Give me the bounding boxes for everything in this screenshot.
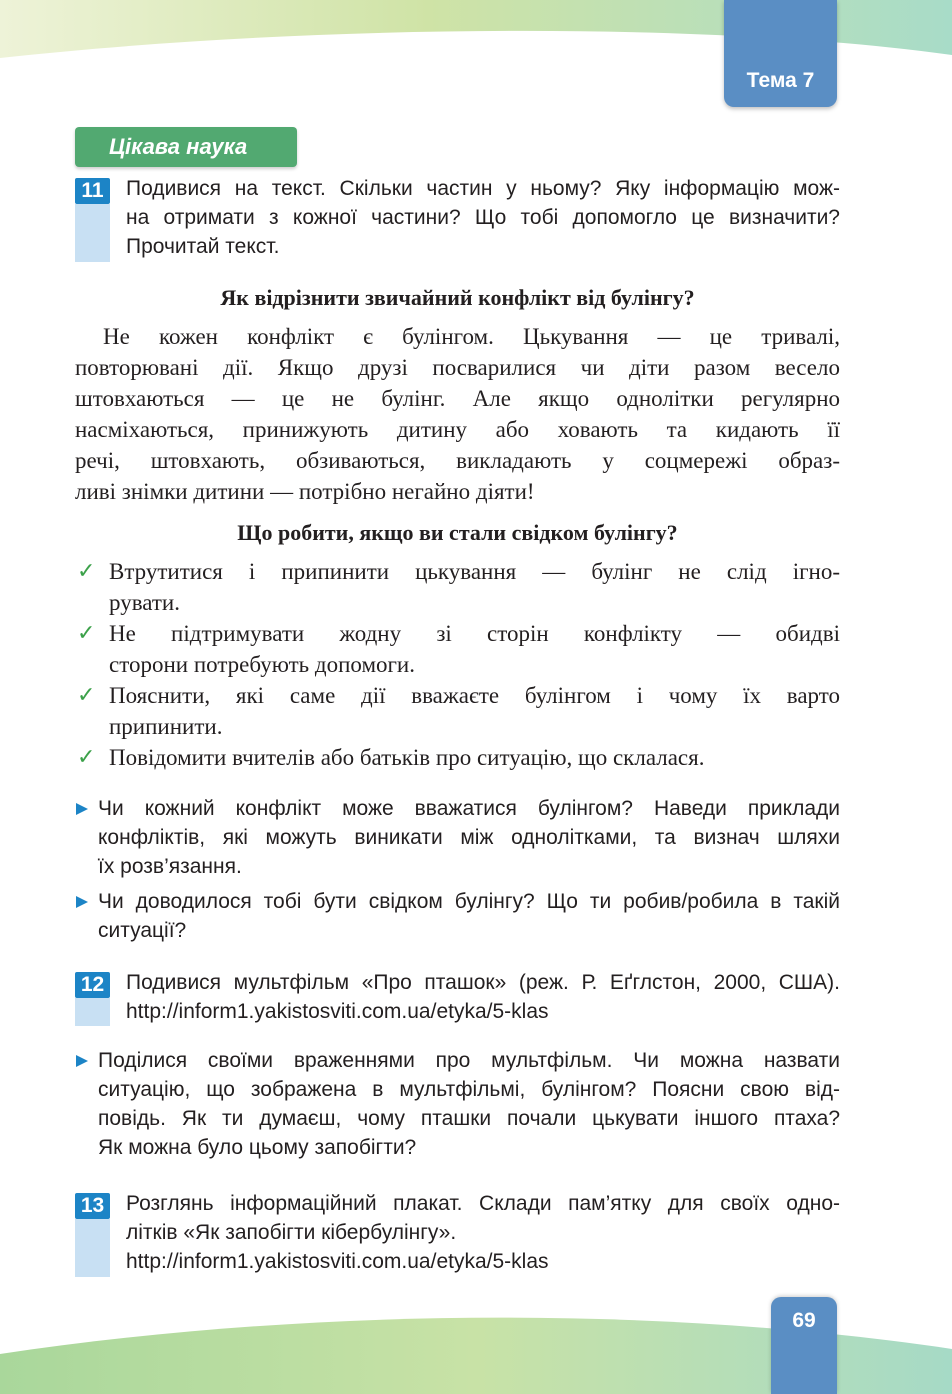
task-link[interactable]: http://inform1.yakistosviti.com.ua/etyka/5-klas bbox=[126, 1000, 549, 1023]
checklist-line: Не підтримувати жодну зі сторін конфлікту — обидві bbox=[109, 621, 840, 646]
question-line: їх розв’язання. bbox=[98, 855, 242, 878]
paragraph-line: повторювані дії. Якщо друзі посварилися чи діти разом весело bbox=[75, 355, 840, 380]
task-number: 11 bbox=[75, 178, 110, 204]
section-label bbox=[75, 127, 297, 167]
task-number: 13 bbox=[75, 1193, 110, 1219]
topic-tab bbox=[724, 0, 837, 107]
checkmark-icon: ✓ bbox=[77, 683, 96, 708]
paragraph-line: ливі знімки дитини — потрібно негайно діяти! bbox=[75, 479, 535, 504]
checkmark-icon: ✓ bbox=[77, 745, 96, 770]
question-line: Чи кожний конфлікт може вважатися булінгом? Наведи приклади bbox=[98, 797, 840, 820]
task-number: 12 bbox=[75, 972, 110, 998]
article-paragraph bbox=[75, 321, 840, 507]
task-number-bar bbox=[75, 998, 110, 1026]
page-number bbox=[771, 1297, 837, 1394]
question-item bbox=[75, 794, 840, 881]
task-line: Розглянь інформаційний плакат. Склади пам’ятку для своїх одно- bbox=[126, 1192, 840, 1215]
paragraph-line: штовхаються — це не булінг. Але якщо однолітки регулярно bbox=[75, 386, 840, 411]
paragraph-line: речі, штовхають, обзиваються, викладають у соцмережі образ- bbox=[75, 448, 840, 473]
checklist-line: Втрутитися і припинити цькування — булінг не слід ігно- bbox=[109, 559, 840, 584]
checklist-line: Пояснити, які саме дії вважаєте булінгом і чому їх варто bbox=[109, 683, 840, 708]
question-line: Чи доводилося тобі бути свідком булінгу? Що ти робив/робила в такій bbox=[98, 890, 840, 913]
checklist-line: сторони потребують допомоги. bbox=[109, 652, 415, 677]
task-line: Подивися на текст. Скільки частин у ньому? Яку інформацію мож- bbox=[126, 177, 840, 200]
task-link[interactable]: http://inform1.yakistosviti.com.ua/etyka/5-klas bbox=[126, 1250, 549, 1273]
checklist bbox=[75, 556, 840, 773]
task-text bbox=[126, 174, 840, 261]
task-number-bar bbox=[75, 204, 110, 262]
checklist-item bbox=[75, 618, 840, 680]
checklist-line: Повідомити вчителів або батьків про ситуацію, що склалася. bbox=[109, 745, 705, 770]
questions-list bbox=[75, 1046, 840, 1162]
task-number-block bbox=[75, 1193, 110, 1277]
task-text bbox=[126, 968, 840, 1026]
checkmark-icon: ✓ bbox=[77, 621, 96, 646]
question-line: конфліктів, які можуть виникати між однолітками, та визнач шляхи bbox=[98, 826, 840, 849]
question-line: ситуації? bbox=[98, 919, 187, 942]
question-line: ситуацію, що зображена в мультфільмі, булінгом? Поясни свою від- bbox=[98, 1078, 840, 1101]
triangle-bullet-icon bbox=[76, 1055, 88, 1067]
task-number-block bbox=[75, 972, 110, 1026]
article-heading: Як відрізнити звичайний конфлікт від булінгу? bbox=[220, 285, 695, 310]
topic-label: Тема 7 bbox=[746, 69, 815, 92]
checklist-item bbox=[75, 680, 840, 742]
checklist-line: припинити. bbox=[109, 714, 223, 739]
task-number-bar bbox=[75, 1219, 110, 1277]
checklist-item bbox=[75, 742, 840, 773]
article-subheading: Що робити, якщо ви стали свідком булінгу? bbox=[237, 520, 678, 545]
checkmark-icon: ✓ bbox=[77, 559, 96, 584]
task-line: на отримати з кожної частини? Що тобі допомогло це визначити? bbox=[126, 206, 840, 229]
section-label-text: Цікава наука bbox=[109, 134, 248, 159]
page-number-label: 69 bbox=[792, 1309, 816, 1332]
question-line: повідь. Як ти думаєш, чому пташки почали цькувати іншого птаха? bbox=[98, 1107, 840, 1130]
task-line: Подивися мультфільм «Про пташок» (реж. Р. Еґглстон, 2000, США). bbox=[126, 971, 840, 994]
task-line: літків «Як запобігти кібербулінгу». bbox=[126, 1221, 457, 1244]
triangle-bullet-icon bbox=[76, 803, 88, 815]
paragraph-line: Не кожен конфлікт є булінгом. Цькування — це тривалі, bbox=[103, 324, 840, 349]
task-number-block bbox=[75, 178, 110, 262]
task-12 bbox=[75, 972, 840, 1028]
question-item bbox=[75, 887, 840, 945]
paragraph-line: насміхаються, принижують дитину або ховають та кидають її bbox=[75, 417, 840, 442]
task-line: Прочитай текст. bbox=[126, 235, 280, 258]
question-line: Поділися своїми враженнями про мультфільм. Чи можна назвати bbox=[98, 1049, 840, 1072]
question-line: Як можна було цьому запобігти? bbox=[98, 1136, 417, 1159]
checklist-item bbox=[75, 556, 840, 618]
questions-list bbox=[75, 794, 840, 945]
triangle-bullet-icon bbox=[76, 896, 88, 908]
task-text bbox=[126, 1189, 840, 1276]
task-13 bbox=[75, 1193, 840, 1278]
question-item bbox=[75, 1046, 840, 1162]
task-11 bbox=[75, 178, 840, 264]
checklist-line: рувати. bbox=[109, 590, 180, 615]
